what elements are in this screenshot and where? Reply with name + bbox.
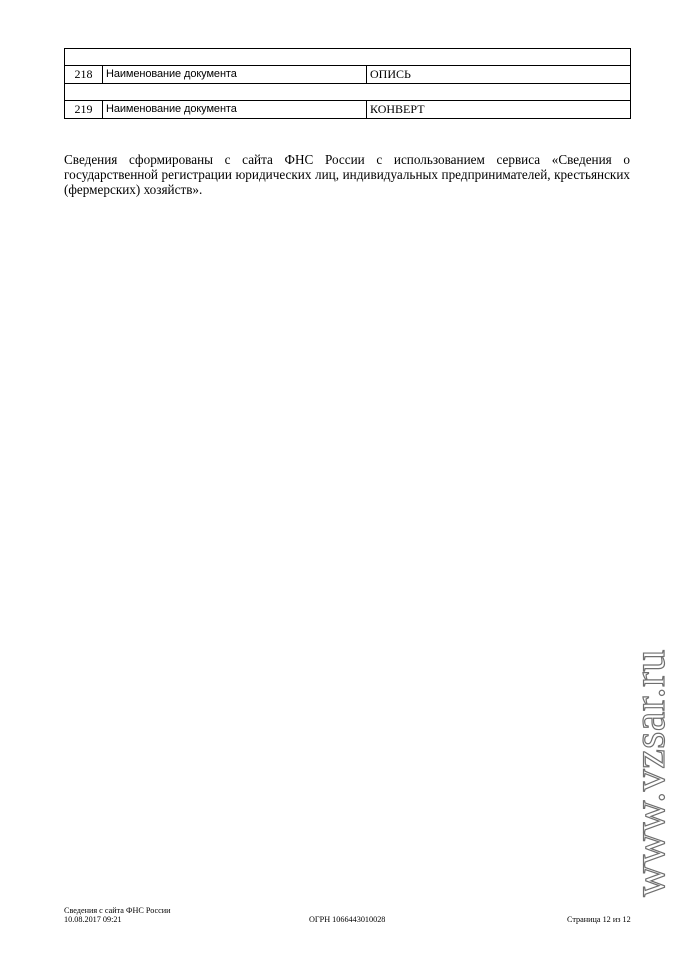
source-note: Сведения сформированы с сайта ФНС России с использованием сервиса «Сведения о государственной регистрации юридических лиц, индивидуальных предпринимателей, крестьянских (фермерских) хозяйств».	[64, 152, 630, 197]
table-row	[65, 66, 631, 84]
row-value: КОНВЕРТ	[367, 101, 631, 119]
row-label: Наименование документа	[103, 101, 367, 119]
row-number: 219	[65, 101, 103, 119]
spacer-cell	[65, 84, 631, 101]
row-label: Наименование документа	[103, 66, 367, 84]
footer-ogrn: ОГРН 1066443010028	[309, 915, 386, 924]
spacer-row	[65, 84, 631, 101]
row-value: ОПИСЬ	[367, 66, 631, 84]
row-number: 218	[65, 66, 103, 84]
watermark: www.vzsar.ru	[625, 649, 674, 897]
table-row	[65, 101, 631, 119]
footer-page-number: Страница 12 из 12	[567, 915, 631, 924]
footer-source: Сведения с сайта ФНС России	[64, 906, 171, 915]
spacer-row	[65, 49, 631, 66]
footer-source-block	[64, 906, 171, 924]
spacer-cell	[65, 49, 631, 66]
records-table	[64, 48, 631, 119]
footer-datetime: 10.08.2017 09:21	[64, 915, 122, 924]
